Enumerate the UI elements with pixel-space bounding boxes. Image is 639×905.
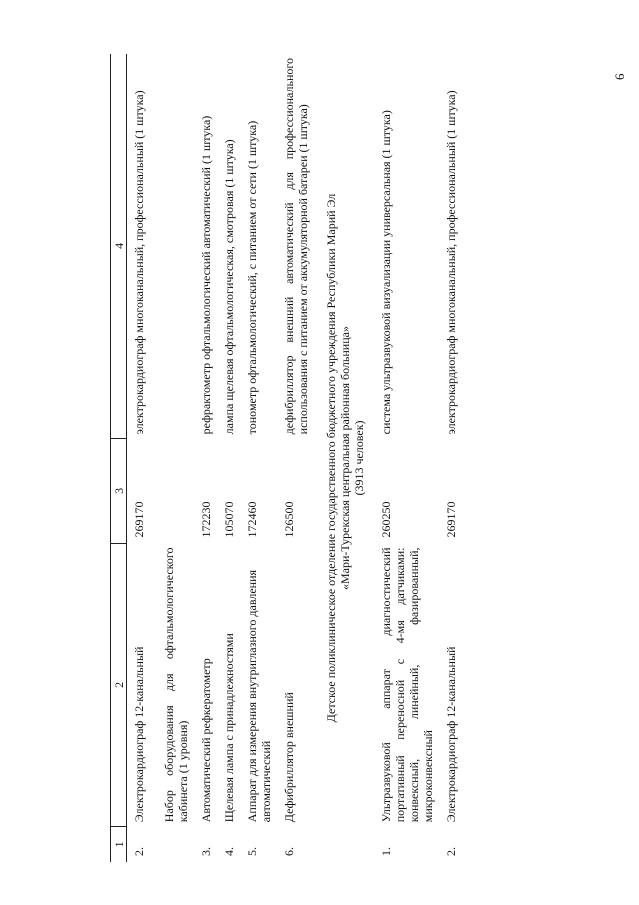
- page-number: 6: [612, 73, 627, 80]
- row-number: 2.: [132, 847, 146, 856]
- table-row: [217, 54, 240, 862]
- rotated-table-container: [110, 54, 572, 862]
- nomenclature-code: 126500: [282, 501, 296, 538]
- row-number: 2.: [444, 847, 458, 856]
- section-title-line-2: «Мари-Турекская центральная районная больница»: [338, 326, 352, 590]
- equipment-name: Автоматический рефкератометр: [199, 658, 213, 823]
- section-header: [314, 54, 374, 862]
- equipment-description: лампа щелевая офтальмологическая, смотровая (1 штука): [222, 139, 236, 435]
- row-number: 3.: [199, 847, 213, 856]
- row-number: [150, 826, 194, 862]
- nomenclature-code: 269170: [444, 501, 458, 538]
- row-number: 5.: [245, 847, 259, 856]
- nomenclature-code: 105070: [222, 501, 236, 538]
- nomenclature-code: 269170: [132, 501, 146, 538]
- equipment-name: Аппарат для измерения внутриглазного давления автоматический: [245, 569, 273, 823]
- equipment-description: дефибриллятор внешний автоматический для профессионального использования с питанием от аккумуляторной батареи (1 штука): [282, 58, 310, 435]
- equipment-description: рефрактометр офтальмологический автоматический (1 штука): [199, 115, 213, 435]
- table-row: [277, 54, 314, 862]
- row-number: 4.: [222, 847, 236, 856]
- row-number: 6.: [282, 847, 296, 856]
- equipment-description: тонометр офтальмологический, с питанием от сети (1 штука): [245, 120, 259, 435]
- equipment-description: электрокардиограф многоканальный, профессиональный (1 штука): [444, 90, 458, 435]
- equipment-description: электрокардиограф многоканальный, профессиональный (1 штука): [132, 90, 146, 435]
- equipment-name: Дефибриллятор внешний: [282, 692, 296, 823]
- table-row: [194, 54, 217, 862]
- table-row: [374, 54, 439, 862]
- column-header-2: 2: [111, 544, 127, 827]
- column-header-3: 3: [111, 438, 127, 543]
- table-row: [439, 54, 462, 862]
- section-header-row: [314, 54, 374, 862]
- nomenclature-code: 260250: [379, 501, 393, 538]
- equipment-name: Ультразвуковой аппарат диагностический портативный переносной с 4-мя датчиками: конвексный, линейный, фазированный, микроконвексный: [379, 547, 435, 823]
- column-header-4: 4: [111, 54, 127, 438]
- section-title-line-1: Детское поликлиническое отделение государственного бюджетного учреждения Республики Марий Эл: [324, 193, 338, 723]
- equipment-table: [110, 54, 462, 862]
- nomenclature-code: [150, 438, 194, 543]
- nomenclature-code: 172460: [245, 501, 259, 538]
- table-row: [240, 54, 277, 862]
- table-row: [150, 54, 194, 862]
- row-number: 1.: [379, 847, 393, 856]
- column-header-1: 1: [111, 826, 127, 862]
- equipment-description: система ультразвуковой визуализации универсальная (1 штука): [379, 110, 393, 435]
- equipment-description: [150, 54, 194, 438]
- nomenclature-code: 172230: [199, 501, 213, 538]
- table-header-row: [111, 54, 127, 862]
- equipment-name: Набор оборудования для офтальмологического кабинета (1 уровня): [162, 547, 190, 823]
- section-population: (3913 человек): [352, 420, 366, 496]
- table-row: [127, 54, 151, 862]
- equipment-name: Щелевая лампа с принадлежностями: [222, 633, 236, 823]
- equipment-name: Электрокардиограф 12-канальный: [444, 646, 458, 823]
- equipment-name: Электрокардиограф 12-канальный: [132, 646, 146, 823]
